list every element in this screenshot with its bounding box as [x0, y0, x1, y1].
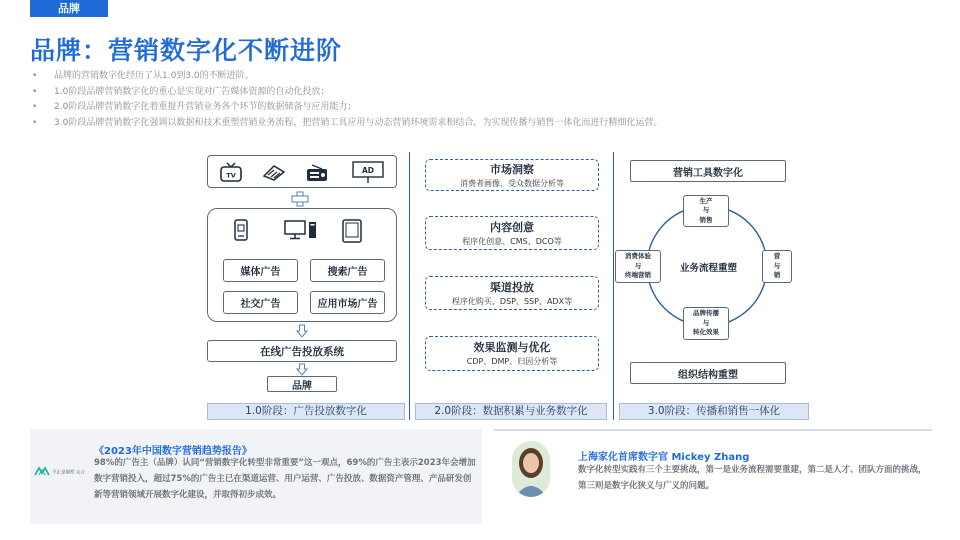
- section-tag: 品牌: [30, 0, 108, 17]
- org-structure-box: [630, 362, 786, 384]
- channel-label: 媒体广告: [240, 267, 281, 278]
- channel-delivery-box: [425, 276, 599, 310]
- node-marketing-sales: 营 与 销: [762, 250, 792, 283]
- step-title: 内容创意: [490, 221, 534, 234]
- bullet-item: • 1.0阶段品牌营销数字化的重心是实现对广告媒体资源的自动化投放；: [32, 85, 932, 101]
- step-subtitle: CDP、DMP、归因分析等: [466, 357, 558, 366]
- stage-divider: [409, 152, 410, 420]
- effect-monitoring-box: [425, 336, 599, 371]
- channel-app-market-ads: [310, 291, 385, 314]
- tv-icon: [220, 162, 242, 183]
- report-logo: [34, 464, 96, 478]
- bullet-item: • 2.0阶段品牌营销数字化着重提升营销业务各个环节的数据储备与应用能力；: [32, 100, 932, 116]
- channel-label: 应用市场广告: [317, 299, 378, 310]
- desktop-computer-icon: [284, 220, 318, 240]
- content-creative-box: [425, 216, 599, 250]
- arrow-down-icon: [296, 324, 308, 338]
- step-subtitle: 程序化创意、CMS、DCO等: [462, 237, 562, 246]
- marketing-tools-box: [630, 160, 786, 182]
- stage-2-label: 2.0阶段：数据积累与业务数字化: [415, 403, 607, 420]
- node-brand-communication: 品牌传播 与 转化效果: [683, 307, 729, 340]
- channel-search-ads: [310, 259, 385, 282]
- stage-1-label: 1.0阶段：广告投放数字化: [207, 403, 405, 420]
- bullet-item: • 3.0阶段品牌营销数字化强调以数据和技术重塑营销业务流程，把营销工具应用与动态营销环境需求相结合，为实现传播与销售一体化而进行精细化运营。: [32, 116, 932, 132]
- avatar: [512, 441, 550, 497]
- brand-box: [267, 376, 337, 392]
- executive-quote-panel: [494, 429, 932, 524]
- channel-label: 搜索广告: [327, 267, 368, 278]
- stage-divider: [613, 152, 614, 420]
- media-icons-box: [207, 155, 397, 188]
- channel-social-ads: [223, 291, 298, 314]
- step-title: 市场洞察: [490, 163, 534, 176]
- step-title: 渠道投放: [490, 281, 534, 294]
- ad-system-label: 在线广告投放系统: [260, 345, 344, 358]
- channel-media-ads: [223, 259, 298, 282]
- bullet-list: [32, 69, 932, 131]
- svg-text:不止是洞察 众合: 不止是洞察 众合: [52, 470, 85, 476]
- arrow-down-icon: [296, 363, 308, 376]
- brand-label: 品牌: [292, 380, 312, 392]
- node-production-sales: 生产 与 销售: [683, 195, 729, 227]
- stage-3-label: 3.0阶段：传播和销售一体化: [619, 403, 809, 420]
- channel-label: 社交广告: [240, 299, 281, 310]
- marketing-tools-label: 营销工具数字化: [673, 167, 743, 179]
- tablet-icon: [234, 219, 248, 241]
- step-subtitle: 程序化购买、DSP、SSP、ADX等: [451, 297, 573, 306]
- ad-label: AD: [361, 166, 375, 175]
- executive-quote-text: 数字化转型实践有三个主要挑战，第一是业务流程需要重建，第二是人才、团队方面的挑战，第三则是数字化狭义与广义的问题。: [578, 465, 927, 491]
- tv-label: TV: [226, 171, 236, 180]
- channels-box: [207, 208, 397, 322]
- node-consumer-experience: 消费体验 与 终端营销: [615, 250, 661, 283]
- process-reshape-label: 业务流程重塑: [680, 263, 738, 274]
- page-title: 品牌：营销数字化不断进阶: [30, 36, 343, 65]
- tablet-icon: [342, 219, 362, 243]
- step-subtitle: 消费者画像、受众数据分析等: [460, 179, 564, 188]
- report-quote-text: 98%的广告主（品牌）认同“营销数字化转型非常重要”这一观点，69%的广告主表示2023年会增加数字营销投入，超过75%的广告主已在渠道运营、用户运营、广告投放、数据资产管理、产品研发创新等营销领域开展数字化建设，并取得初步成效。: [94, 458, 476, 500]
- plus-icon: [291, 191, 309, 207]
- bullet-item: • 品牌的营销数字化经历了从1.0到3.0的不断进阶。: [32, 69, 932, 85]
- step-title: 效果监测与优化: [473, 341, 551, 354]
- org-structure-label: 组织结构重塑: [678, 369, 738, 381]
- radio-icon: [306, 164, 328, 182]
- report-title: 《2023年中国数字营销趋势报告》: [94, 446, 252, 457]
- market-insight-box: [425, 159, 599, 191]
- ad-system-box: [207, 340, 397, 362]
- report-quote-panel: [30, 429, 482, 524]
- billboard-icon: [352, 161, 384, 184]
- satellite-dish-icon: [262, 164, 286, 182]
- executive-name: 上海家化首席数字官 Mickey Zhang: [578, 452, 750, 463]
